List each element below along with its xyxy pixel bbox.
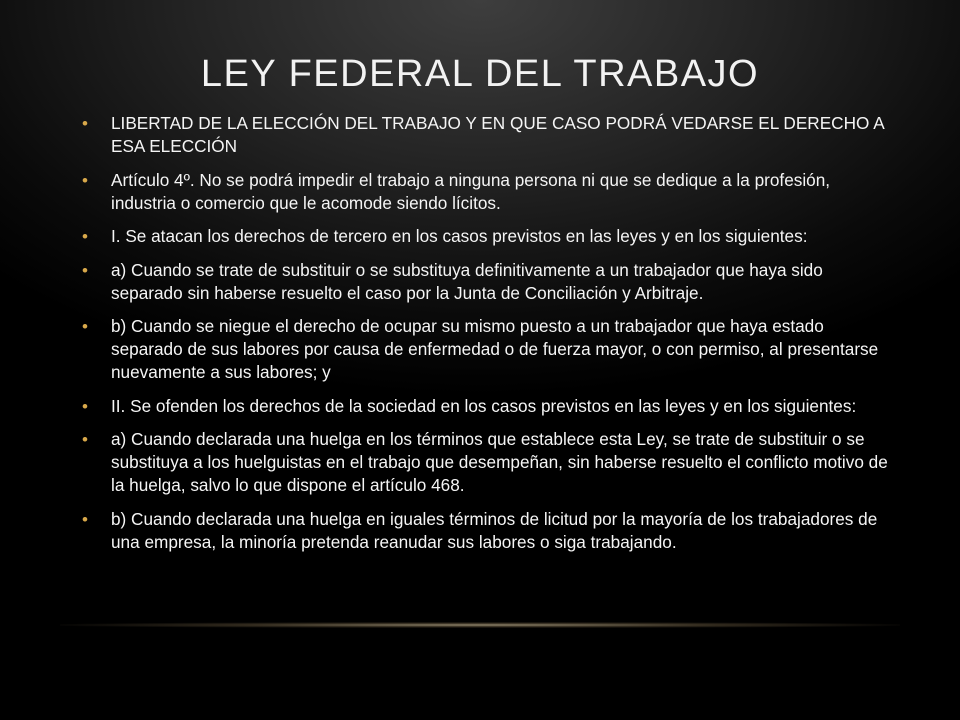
bullet-text: LIBERTAD DE LA ELECCIÓN DEL TRABAJO Y EN QUE CASO PODRÁ VEDARSE EL DERECHO A ESA ELECCIÓN <box>111 113 884 156</box>
bullet-text: b) Cuando declarada una huelga en iguales términos de licitud por la mayoría de los trabajadores de una empresa, la minoría pretenda reanudar sus labores o siga trabajando. <box>111 508 878 552</box>
bullet-text: II. Se ofenden los derechos de la sociedad en los casos previstos en las leyes y en los siguientes: <box>111 395 857 416</box>
bullet-item <box>82 259 888 305</box>
bullet-dot-icon: • <box>82 114 88 133</box>
bullet-text: I. Se atacan los derechos de tercero en los casos previstos en las leyes y en los siguientes: <box>111 226 808 246</box>
bullet-item <box>82 169 888 215</box>
bullet-item <box>82 315 888 384</box>
bullet-item <box>82 428 888 497</box>
decorative-glow-divider <box>60 622 900 628</box>
bullet-text: b) Cuando se niegue el derecho de ocupar su mismo puesto a un trabajador que haya estado separado de sus labores por causa de enfermedad o de fuerza mayor, o con permiso, al presentarse nuevamente a sus labores; y <box>111 316 879 382</box>
bullet-item <box>82 112 888 158</box>
bullet-dot-icon: • <box>82 396 88 416</box>
bullet-text: Artículo 4º. No se podrá impedir el trabajo a ninguna persona ni que se dedique a la profesión, industria o comercio que le acomode siendo lícitos. <box>111 169 831 213</box>
bullet-dot-icon: • <box>82 317 88 336</box>
bullet-dot-icon: • <box>82 227 88 246</box>
bullet-item <box>82 395 888 418</box>
slide-title: LEY FEDERAL DEL TRABAJO <box>200 53 760 95</box>
bullet-text: a) Cuando declarada una huelga en los términos que establece esta Ley, se trate de substituir o se substituya a los huelguistas en el trabajo que desempeñan, sin haberse resuelto el conflicto motivo de la huelga, salvo lo que dispone el artículo 468. <box>111 429 888 495</box>
bullet-dot-icon: • <box>82 260 88 280</box>
bullet-dot-icon: • <box>82 509 88 529</box>
bullet-dot-icon: • <box>82 170 88 190</box>
bullet-text: a) Cuando se trate de substituir o se substituya definitivamente a un trabajador que haya sido separado sin haberse resuelto el caso por la Junta de Conciliación y Arbitraje. <box>111 259 823 303</box>
bullet-dot-icon: • <box>82 430 88 449</box>
bullet-item <box>82 508 888 554</box>
bullet-item <box>82 225 888 248</box>
bullet-list <box>82 112 888 564</box>
